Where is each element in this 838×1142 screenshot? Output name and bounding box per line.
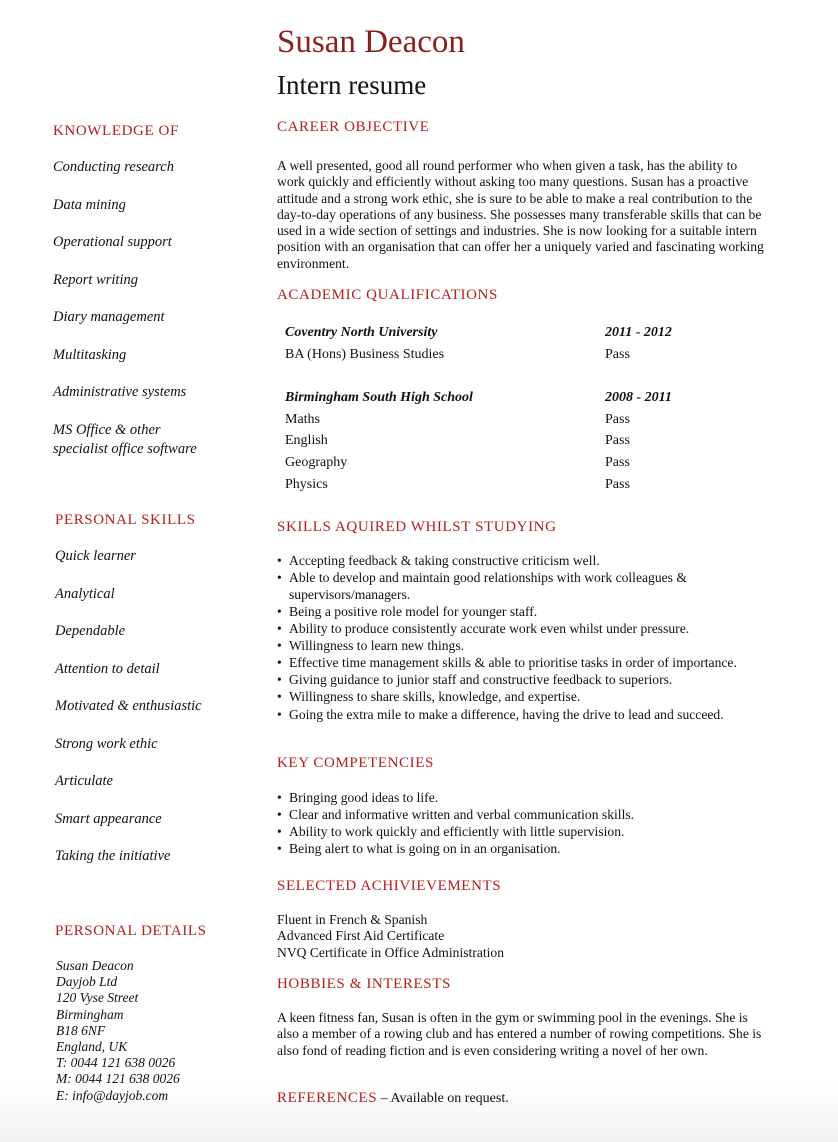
skill-item: Attention to detail	[55, 660, 160, 677]
university-course: BA (Hons) Business Studies	[285, 347, 445, 362]
list-item: • Effective time management skills & able to prioritise tasks in order of importance.	[277, 655, 737, 671]
bullet-icon: •	[277, 824, 282, 840]
knowledge-item: Diary management	[53, 309, 165, 325]
list-item: • Able to develop and maintain good relationships with work colleagues & supervisors/managers.	[277, 570, 687, 602]
list-item: • Going the extra mile to make a difference, having the drive to lead and succeed.	[277, 706, 724, 722]
list-item: • Giving guidance to junior staff and constructive feedback to superiors.	[277, 672, 673, 688]
personal-details-list	[56, 958, 180, 1104]
qualification-row	[285, 347, 705, 369]
bullet-icon: •	[277, 603, 282, 619]
detail-mobile: M: 0044 121 638 0026	[56, 1071, 180, 1087]
bullet-icon: •	[277, 672, 282, 688]
detail-email: E: info@dayjob.com	[56, 1087, 169, 1103]
skills-studying-list	[277, 553, 765, 724]
skill-item: Motivated & enthusiastic	[55, 698, 202, 714]
knowledge-item: Multitasking	[53, 346, 127, 363]
skill-item: Analytical	[55, 585, 115, 602]
bullet-icon: •	[277, 689, 282, 705]
subject-result: Pass	[605, 455, 630, 470]
references-heading: REFERENCES	[277, 1090, 378, 1106]
skill-item: Taking the initiative	[55, 848, 171, 864]
bullet-icon: •	[277, 570, 282, 586]
bullet-icon: •	[277, 655, 282, 671]
bullet-icon: •	[277, 807, 282, 823]
subject-name: Maths	[285, 412, 320, 427]
detail-city: Birmingham	[56, 1006, 124, 1022]
hobbies-heading: HOBBIES & INTERESTS	[277, 976, 451, 992]
list-item: • Accepting feedback & taking constructive criticism well.	[277, 553, 600, 568]
achievement-item: Advanced First Aid Certificate	[277, 928, 445, 944]
bullet-icon: •	[277, 841, 282, 857]
knowledge-item: Operational support	[53, 234, 172, 250]
detail-country: England, UK	[56, 1039, 128, 1055]
detail-telephone: T: 0044 121 638 0026	[56, 1055, 176, 1071]
academic-heading: ACADEMIC QUALIFICATIONS	[277, 287, 498, 303]
knowledge-item: Conducting research	[53, 159, 174, 175]
personal-details-heading: PERSONAL DETAILS	[55, 923, 207, 939]
achievements-heading: SELECTED ACHIVIEVEMENTS	[277, 878, 502, 894]
achievements-list	[277, 912, 504, 961]
list-item: • Being a positive role model for younger staff.	[277, 603, 538, 619]
skill-item: Smart appearance	[55, 810, 162, 827]
school-years: 2008 - 2011	[605, 390, 672, 405]
knowledge-list	[53, 158, 197, 477]
detail-postcode: B18 6NF	[56, 1022, 106, 1038]
qualification-row	[285, 412, 705, 434]
subject-name: Physics	[285, 477, 328, 492]
list-item: • Willingness to share skills, knowledge, and expertise.	[277, 689, 581, 705]
key-competencies-heading: KEY COMPETENCIES	[277, 755, 434, 771]
references-line	[277, 1090, 509, 1107]
qualification-row	[285, 455, 705, 477]
knowledge-item: specialist office software	[53, 440, 197, 457]
subject-name: English	[285, 433, 328, 448]
skill-item: Quick learner	[55, 548, 136, 564]
knowledge-heading: KNOWLEDGE OF	[53, 123, 179, 139]
bullet-icon: •	[277, 638, 282, 654]
knowledge-item: MS Office & other	[53, 421, 161, 438]
university-row	[285, 325, 705, 347]
hobbies-text: A keen fitness fan, Susan is often in the gym or swimming pool in the evenings. She is also a member of a rowing club and has entered a number of rowing competitions. She is also fond of reading fiction and is even considering writing a novel of her own.	[277, 1010, 762, 1058]
personal-skills-heading: PERSONAL SKILLS	[55, 512, 196, 528]
knowledge-item: Administrative systems	[53, 384, 187, 400]
skills-studying-heading: SKILLS AQUIRED WHILST STUDYING	[277, 519, 557, 535]
detail-company: Dayjob Ltd	[56, 974, 118, 990]
achievement-item: Fluent in French & Spanish	[277, 912, 428, 927]
skill-item: Dependable	[55, 623, 126, 639]
list-item: • Clear and informative written and verbal communication skills.	[277, 807, 635, 823]
career-objective-heading: CAREER OBJECTIVE	[277, 119, 430, 135]
school-row	[285, 390, 705, 412]
bullet-icon: •	[277, 553, 282, 568]
list-item: • Ability to work quickly and efficiently with little supervision.	[277, 824, 625, 840]
qualification-row	[285, 477, 705, 499]
subject-name: Geography	[285, 455, 348, 470]
achievement-item: NVQ Certificate in Office Administration	[277, 944, 505, 960]
career-objective-text: A well presented, good all round performer who when given a task, has the ability to work quickly and efficiently without asking too many questions. Susan has a proactive attitude and a strong work ethic, she is sure to be able to make a real contribution to the day-to-day operations of any business. She possesses many transferable skills that can be used in a wide section of settings and industries. She is now looking for a suitable intern position with an organisation that can offer her a uniquely varied and fascinating working environment.	[277, 158, 764, 271]
knowledge-item: Report writing	[53, 271, 138, 288]
bullet-icon: •	[277, 621, 282, 637]
university-years: 2011 - 2012	[605, 325, 672, 340]
resume-subtitle: Intern resume	[277, 70, 427, 100]
candidate-name: Susan Deacon	[277, 24, 465, 60]
qualification-row	[285, 433, 705, 455]
list-item: • Bringing good ideas to life.	[277, 790, 439, 805]
bullet-icon: •	[277, 706, 282, 722]
subject-result: Pass	[605, 412, 630, 427]
key-competencies-list	[277, 790, 765, 858]
skill-item: Articulate	[55, 773, 113, 789]
skill-item: Strong work ethic	[55, 735, 158, 752]
bullet-icon: •	[277, 790, 282, 805]
list-item: • Willingness to learn new things.	[277, 638, 465, 654]
subject-result: Pass	[605, 477, 630, 492]
list-item: • Ability to produce consistently accurate work even whilst under pressure.	[277, 621, 690, 637]
knowledge-item: Data mining	[53, 196, 126, 213]
subject-result: Pass	[605, 433, 630, 448]
detail-name: Susan Deacon	[56, 958, 134, 973]
personal-skills-list	[55, 547, 202, 885]
university-name: Coventry North University	[285, 325, 438, 340]
university-result: Pass	[605, 347, 630, 362]
list-item: • Being alert to what is going on in an organisation.	[277, 841, 561, 857]
detail-street: 120 Vyse Street	[56, 990, 139, 1006]
school-name: Birmingham South High School	[285, 390, 473, 405]
references-text: – Available on request.	[380, 1091, 509, 1106]
